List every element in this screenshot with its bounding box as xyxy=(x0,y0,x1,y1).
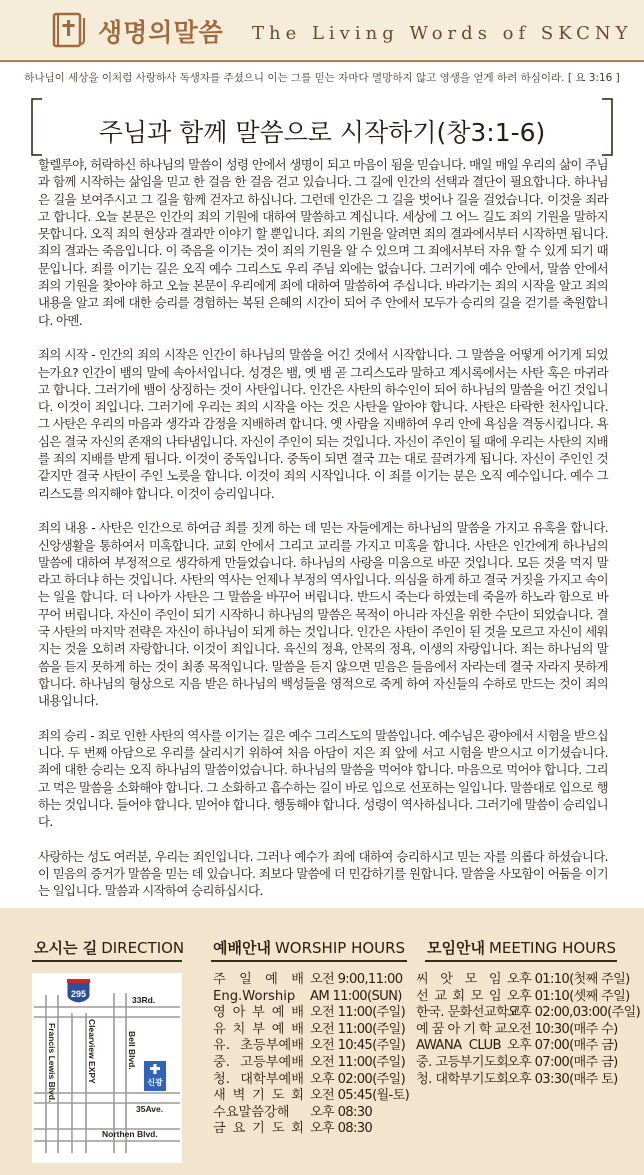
worship-heading xyxy=(213,937,405,958)
worship-heading-kr: 예배안내 xyxy=(213,939,271,957)
meeting-rule xyxy=(425,960,617,962)
schedule-row xyxy=(213,1055,409,1072)
schedule-label: 영 아 부 예 배 xyxy=(213,1005,304,1021)
schedule-row xyxy=(416,1038,640,1055)
schedule-label: Eng.Worship xyxy=(213,988,296,1004)
schedule-time: 오전 10:45(주일) xyxy=(310,1038,406,1054)
schedule-time: AM 11:00(SUN) xyxy=(310,988,402,1004)
schedule-label: 유. 초등부예배 xyxy=(213,1038,304,1054)
verse-quote: 하나님이 세상을 이처럼 사랑하사 독생자를 주셨으니 이는 그를 믿는 자마다 멸망하지 않고 영생을 얻게 하려 하심이라. [ 요 3:16 ] xyxy=(24,72,620,84)
direction-heading-kr: 오시는 길 xyxy=(34,939,98,957)
worship-rule xyxy=(211,960,407,962)
brand-title-korean: 생명의말씀 xyxy=(98,18,224,47)
schedule-time: 오전 9:00,11:00 xyxy=(310,972,403,987)
street-label: 35Ave. xyxy=(136,1104,164,1114)
direction-heading xyxy=(34,937,184,958)
sermon-paragraph: 죄의 내용 - 사탄은 인간으로 하여금 죄를 짓게 하는 데 믿는 자들에게는 하나님의 말씀을 가지고 유혹을 합니다. 신앙생활을 통하여서 미혹합니다. 교회 안에서 그리고 교리를 가지고 미혹을 합니다. 사탄은 인간에게 하나님의 말씀에 대하여 부정적으로 생각하게 만들었습니다. 하나님의 사랑을 미움으로 바꾼 것입니다. 모든 것을 먹지 말라고 하더냐 하는 것입니다. 사탄의 역사는 언제나 부정의 역사입니다. 의심을 하게 하고 결국 거짓을 가지고 속이는 일을 합니다. 더 나아가 사탄은 그 말씀을 바꾸어 버립니다. 반드시 죽는다 하였는데 죽을까 하노라 함으로 바꾸어 버립니다. 자신이 주인이 되기 시작하니 하나님의 말씀은 목적이 아니라 자신을 위한 수단이 되었습니다. 결국 사탄의 마지막 전략은 자신이 하나님이 되게 하는 것입니다. 인간은 사탄이 주인이 된 것을 모르고 자신이 세워지는 것을 오히려 자랑합니다. 이것이 죄입니다. 육신의 정욕, 안목의 정욕, 이생의 자랑입니다. 죄는 하나님의 말씀을 듣지 못하게 하는 것이 최종 목적입니다. 말씀을 듣지 않으면 믿음은 들음에서 자라는데 결국 자라지 못하게 합니다. 하나님의 형상으로 지음 받은 하나님의 백성들을 영적으로 죽게 하여 자신들의 수하로 만드는 것이 죄의 내용입니다. xyxy=(38,520,608,709)
schedule-row xyxy=(416,989,640,1006)
schedule-row xyxy=(416,1005,640,1022)
schedule-row xyxy=(416,1022,640,1039)
schedule-row xyxy=(213,1038,409,1055)
schedule-time: 오후 03:30(매주 토) xyxy=(507,1071,618,1087)
worship-schedule xyxy=(213,972,409,1138)
schedule-label: 수요말씀강해 xyxy=(213,1104,290,1120)
schedule-row xyxy=(213,1005,409,1022)
street-label: Francis Lewis Blvd. xyxy=(47,1023,57,1103)
schedule-time: 오후 07:00(매주 금) xyxy=(507,1038,618,1054)
schedule-time: 오전 11:00(주일) xyxy=(310,1054,406,1070)
schedule-row xyxy=(213,1022,409,1039)
schedule-label: 청. 대학부예배 xyxy=(213,1071,304,1087)
sermon-paragraph: 할렐루야, 허락하신 하나님의 말씀이 성령 안에서 생명이 되고 마음이 됨을 믿습니다. 매일 매일 우리의 삶이 주님과 함께 시작하는 삶임을 믿고 한 걸음 한 걸음 걷고 있습니다. 그 길에 인간의 선택과 결단이 필요합니다. 하나님은 길을 보여주시고 그 길을 함께 걷자고 하십니다. 그런데 인간은 그 길을 벗어나 길을 걸었습니다. 이것을 죄라고 합니다. 오늘 본문은 인간의 죄의 기원에 대하여 말씀하고 계십니다. 세상에 그 어느 길도 죄의 기원을 말하지 못합니다. 오직 죄의 현상과 결과만 이야기 할 뿐입니다. 죄의 기원을 알려면 죄의 결과에서부터 시작하면 됩니다. 죄의 결과는 죽음입니다. 이 죽음을 이기는 것이 죄의 기원을 알 수 있으며 그 죄에서부터 자유 할 수 있게 되기 때문입니다. 죄를 이기는 길은 오직 예수 그리스도 우리 주님 외에는 없습니다. 그러기에 예수 안에서, 말씀 안에서 죄의 기원을 찾아야 하고 오늘 본문이 우리에게 죄에 대하여 말씀하여 주십니다. 바라기는 죄의 시작을 알고 죄의 내용을 알고 죄에 대한 승리를 경험하는 복된 은혜의 시간이 되어 주 안에서 모두가 승리의 길을 걷기를 축원합니다. 아멘. xyxy=(38,157,608,328)
street-label: Bell Blvd. xyxy=(127,1031,137,1070)
title-frame xyxy=(30,97,614,157)
direction-rule xyxy=(32,960,182,962)
schedule-label: 중. 고등부기도회 xyxy=(416,1054,509,1070)
schedule-label: 씨 앗 모 임 xyxy=(416,972,501,987)
schedule-label: 중. 고등부예배 xyxy=(213,1054,304,1070)
schedule-label: 예 꿈 아 기 학 교 xyxy=(416,1021,507,1037)
direction-map xyxy=(32,973,182,1163)
schedule-time: 오후 02:00(주일) xyxy=(310,1071,406,1087)
schedule-label: 새 벽 기 도 회 xyxy=(213,1088,304,1104)
schedule-label: AWANA CLUB xyxy=(416,1038,501,1054)
street-label: Northen Blvd. xyxy=(102,1129,158,1139)
schedule-row xyxy=(213,1105,409,1122)
meeting-heading-en: MEETING HOURS xyxy=(488,939,617,957)
schedule-time: 오전 11:00(주일) xyxy=(310,1005,406,1021)
schedule-label: 한국. 문화선교학교 xyxy=(416,1005,521,1021)
brand-title-english: The Living Words of SKCNY xyxy=(252,23,633,44)
schedule-row xyxy=(416,1072,640,1089)
schedule-row xyxy=(213,1072,409,1089)
schedule-time: 오전 10:30(매주 수) xyxy=(507,1021,618,1037)
schedule-row xyxy=(213,989,409,1006)
schedule-time: 오후 01:10(첫째 주일) xyxy=(507,972,630,987)
schedule-time: 오전 05:45(월-토) xyxy=(310,1088,410,1104)
direction-heading-en: DIRECTION xyxy=(101,939,185,957)
schedule-label: 주 일 예 배 xyxy=(213,972,304,987)
schedule-row xyxy=(416,972,640,989)
schedule-label: 청. 대학부기도회 xyxy=(416,1071,509,1087)
schedule-label: 선 교 회 모 임 xyxy=(416,988,501,1004)
sermon-title: 주님과 함께 말씀으로 시작하기(창3:1-6) xyxy=(98,118,546,147)
schedule-row xyxy=(213,1088,409,1105)
schedule-time: 오후 02:00,03:00(주일) xyxy=(507,1005,641,1021)
church-marker-label: 신광 xyxy=(147,1078,163,1087)
sermon-paragraph: 죄의 승리 - 죄로 인한 사탄의 역사를 이기는 길은 예수 그리스도의 말씀입니다. 예수님은 광야에서 시험을 받으십니다. 두 번째 아담으로 우리를 살리시기 위하여 처음 아담이 지은 죄 앞에 서고 시험을 받으시고 이기셨습니다. 죄에 대한 승리는 오직 하나님의 말씀이었습니다. 하나님의 말씀을 먹어야 합니다. 마음으로 먹어야 합니다. 그리고 먹은 말씀을 소화해야 합니다. 그 소화하고 흡수하는 길이 바로 입으로 선포하는 일입니다. 말씀대로 입으로 행하는 것입니다. 들어야 합니다. 믿어야 합니다. 행동해야 합니다. 성령이 역사하십니다. 그러기에 말씀이 승리입니다. xyxy=(38,727,608,830)
schedule-row xyxy=(213,1121,409,1138)
schedule-row xyxy=(213,972,409,989)
bible-cross-icon xyxy=(48,10,88,50)
worship-heading-en: WORSHIP HOURS xyxy=(274,939,406,957)
schedule-label: 금 요 기 도 회 xyxy=(213,1121,304,1137)
meeting-heading xyxy=(427,937,616,958)
schedule-time: 오후 01:10(셋째 주일) xyxy=(507,988,630,1004)
sermon-body xyxy=(38,156,608,917)
schedule-time: 오후 08:30 xyxy=(310,1104,373,1120)
schedule-row xyxy=(416,1055,640,1072)
schedule-time: 오전 11:00(주일) xyxy=(310,1021,406,1037)
schedule-label: 유 치 부 예 배 xyxy=(213,1021,304,1037)
meeting-schedule xyxy=(416,972,640,1088)
header-banner xyxy=(0,0,644,62)
sermon-paragraph: 사랑하는 성도 여러분, 우리는 죄인입니다. 그러나 예수가 죄에 대하여 승리하시고 믿는 자를 의롭다 하셨습니다. 이 믿음의 증거가 말씀을 믿는 데 있습니다. 죄보다 말씀에 더 민감하기를 원합니다. 말씀을 사모함이 어둠을 이기는 일입니다. 말씀과 시작하여 승리하십시다. xyxy=(38,848,608,899)
schedule-time: 오후 07:00(매주 금) xyxy=(507,1054,618,1070)
highway-number: 295 xyxy=(70,989,87,999)
meeting-heading-kr: 모임안내 xyxy=(427,939,485,957)
street-label: Clearview EXPY xyxy=(87,1019,97,1084)
street-label: 33Rd. xyxy=(132,995,156,1005)
sermon-paragraph: 죄의 시작 - 인간의 죄의 시작은 인간이 하나님의 말씀을 어긴 것에서 시작합니다. 그 말씀을 어떻게 어기게 되었는가요? 인간이 뱀의 말에 속아서입니다. 성경은 뱀, 옛 뱀 곧 그리스도라 말하고 계시록에서는 사탄 혹은 마귀라고 합니다. 그러기에 뱀이 상징하는 것이 사탄입니다. 인간은 사탄의 하수인이 되어 하나님의 말씀을 어긴 것입니다. 이것이 죄입니다. 그러기에 우리는 죄의 시작을 아는 것은 사탄을 알아야 합니다. 사탄은 타락한 천사입니다. 그 사탄은 우리의 마음과 생각과 감정을 지배하려 합니다. 옛 사람을 지배하여 우리 안에 욕심을 격동시킵니다. 욕심은 결국 자신의 존재의 나타냄입니다. 자신이 주인이 되는 것입니다. 자신이 주인이 될 때에 우리는 사탄의 지배를 죄의 지배를 받게 됩니다. 이것이 중독입니다. 중독이 되면 결국 끄는 대로 끌려가게 됩니다. 자신이 주인인 것 같지만 결국 사탄이 주인 노릇을 합니다. 이것이 죄의 시작입니다. 이 죄를 이기는 분은 오직 예수입니다. 예수 그리스도를 의지해야 합니다. 이것이 승리입니다. xyxy=(38,347,608,501)
schedule-time: 오후 08:30 xyxy=(310,1121,373,1137)
